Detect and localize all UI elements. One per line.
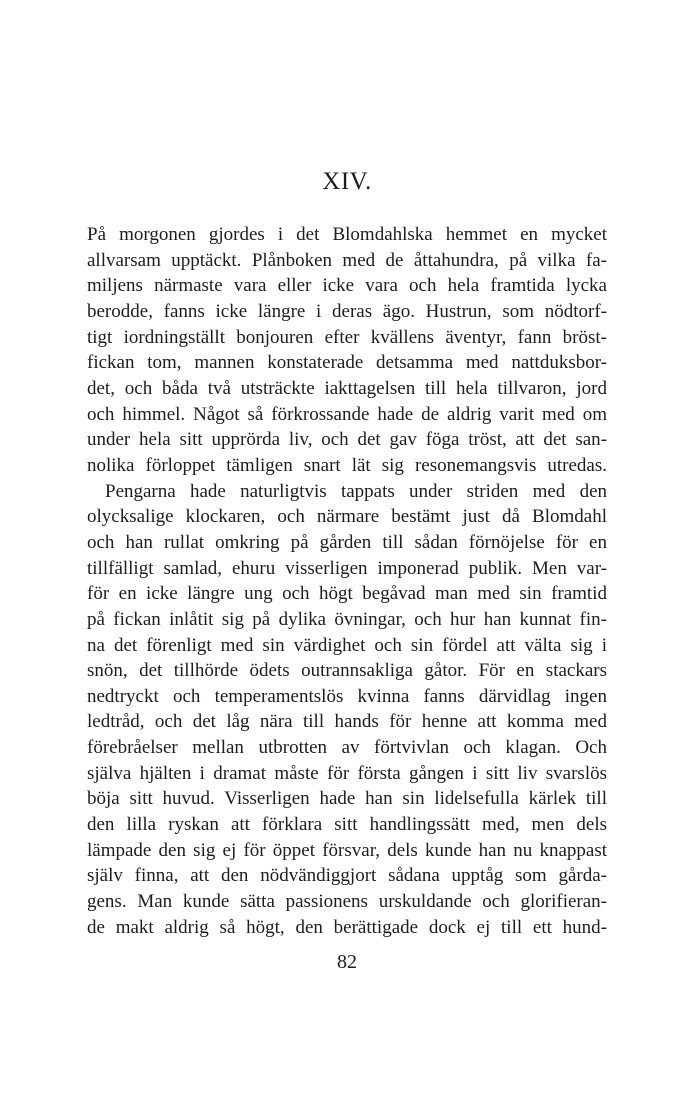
text-line: snön, det tillhörde ödets outrannsakliga gåtor. För en stackars: [87, 660, 607, 682]
text-line: olycksalige klockaren, och närmare bestämt just då Blomdahl: [87, 506, 607, 528]
text-line: lämpade den sig ej för öppet försvar, dels kunde han nu knappast: [87, 839, 607, 861]
text-line: allvarsam upptäckt. Plånboken med de åttahundra, på vilka fa-: [87, 249, 607, 271]
text-line: själv finna, att den nödvändiggjort sådana upptåg som gårda-: [87, 865, 607, 887]
text-line: På morgonen gjordes i det Blomdahlska hemmet en mycket: [87, 224, 607, 245]
text-line: berodde, fanns icke längre i deras ägo. Hustrun, som nödtorf-: [87, 300, 607, 322]
text-line: och han rullat omkring på gården till sådan förnöjelse för en: [87, 531, 607, 553]
text-line: de makt aldrig så högt, den berättigade dock ej till ett hund-: [87, 916, 607, 938]
chapter-heading: XIV.: [322, 168, 372, 195]
text-line: böja sitt huvud. Visserligen hade han sin lidelsefulla kärlek till: [87, 788, 607, 810]
text-line: för en icke längre ung och högt begåvad man med sin framtid: [87, 583, 607, 605]
page-number: 82: [337, 951, 357, 973]
text-line: den lilla ryskan att förklara sitt handlingssätt med, men dels: [87, 814, 607, 836]
text-line: själva hjälten i dramat måste för första gången i sitt liv svarslös: [87, 762, 607, 784]
paragraph: [87, 479, 607, 941]
text-line: nolika förloppet tämligen snart lät sig resonemangsvis utredas.: [87, 454, 607, 476]
text-line: under hela sitt upprörda liv, och det gav föga tröst, att det san-: [87, 429, 607, 451]
text-line: fickan tom, mannen konstaterade detsamma med nattduksbor-: [87, 352, 607, 374]
page-body-text: [87, 222, 607, 940]
text-line: nedtryckt och temperamentslös kvinna fanns därvidlag ingen: [87, 685, 607, 707]
text-line: miljens närmaste vara eller icke vara och hela framtida lycka: [87, 275, 607, 297]
text-line: ledtråd, och det låg nära till hands för henne att komma med: [87, 711, 607, 733]
text-line: tillfälligt samlad, ehuru visserligen imponerad publik. Men var-: [87, 557, 607, 579]
text-line: na det förenligt med sin värdighet och sin fördel att välta sig i: [87, 634, 607, 656]
text-line: på fickan inlåtit sig på dylika övningar, och hur han kunnat fin-: [87, 608, 607, 630]
text-line: gens. Man kunde sätta passionens urskuldande och glorifieran-: [87, 891, 607, 913]
text-line: Pengarna hade naturligtvis tappats under striden med den: [105, 480, 607, 502]
paragraph: [87, 222, 607, 479]
text-line: tigt iordningställt bonjouren efter kvällens äventyr, fann bröst-: [87, 326, 607, 348]
text-line: det, och båda två utsträckte iakttagelsen till hela tillvaron, jord: [87, 377, 607, 399]
text-line: och himmel. Något så förkrossande hade de aldrig varit med om: [87, 403, 607, 425]
text-line: förebråelser mellan utbrotten av förtvivlan och klagan. Och: [87, 737, 607, 759]
